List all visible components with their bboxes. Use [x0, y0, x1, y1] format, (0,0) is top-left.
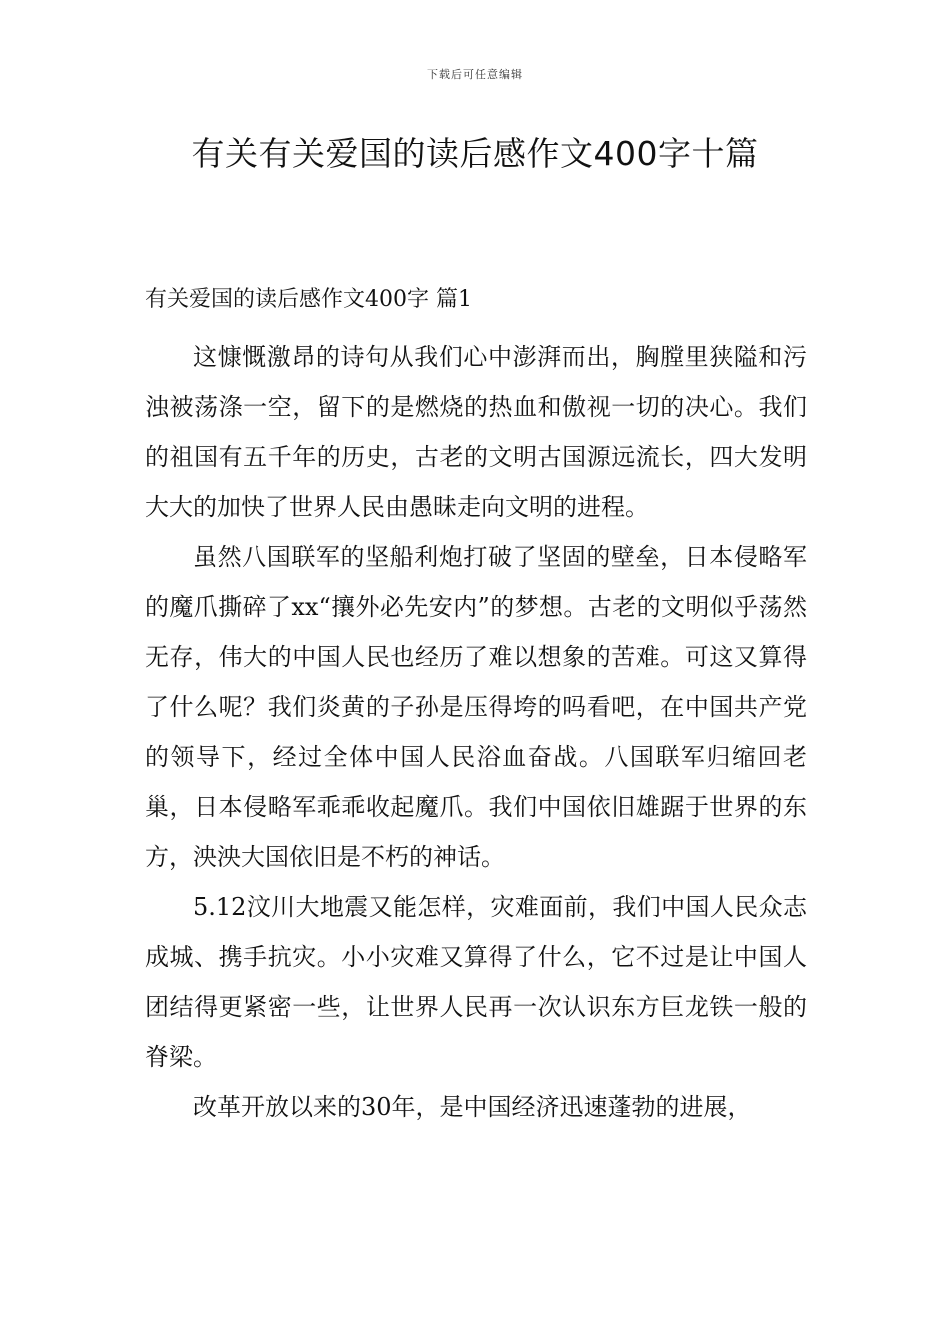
page-header-note: 下载后可任意编辑	[427, 68, 523, 81]
paragraph-1: 这慷慨激昂的诗句从我们心中澎湃而出，胸膛里狭隘和污浊被荡涤一空，留下的是燃烧的热血和傲视一切的决心。我们的祖国有五千年的历史，古老的文明古国源远流长，四大发明大大的加快了世界人民由愚昧走向文明的进程。	[145, 343, 807, 521]
paragraph-3: 5.12汶川大地震又能怎样，灾难面前，我们中国人民众志成城、携手抗灾。小小灾难又算得了什么，它不过是让中国人团结得更紧密一些，让世界人民再一次认识东方巨龙铁一般的脊梁。	[145, 893, 807, 1071]
document-title: 有关有关爱国的读后感作文400字十篇	[191, 134, 759, 173]
section-heading: 有关爱国的读后感作文400字 篇1	[145, 287, 472, 312]
paragraph-2: 虽然八国联军的坚船利炮打破了坚固的壁垒，日本侵略军的魔爪撕碎了xx“攘外必先安内”的梦想。古老的文明似乎荡然无存，伟大的中国人民也经历了难以想象的苦难。可这又算得了什么呢？我们炎黄的子孙是压得垮的吗看吧，在中国共产党的领导下，经过全体中国人民浴血奋战。八国联军归缩回老巢，日本侵略军乖乖收起魔爪。我们中国依旧雄踞于世界的东方，泱泱大国依旧是不朽的神话。	[145, 543, 807, 871]
paragraph-4: 改革开放以来的30年，是中国经济迅速蓬勃的进展，	[193, 1093, 752, 1121]
document-body	[145, 282, 807, 1132]
